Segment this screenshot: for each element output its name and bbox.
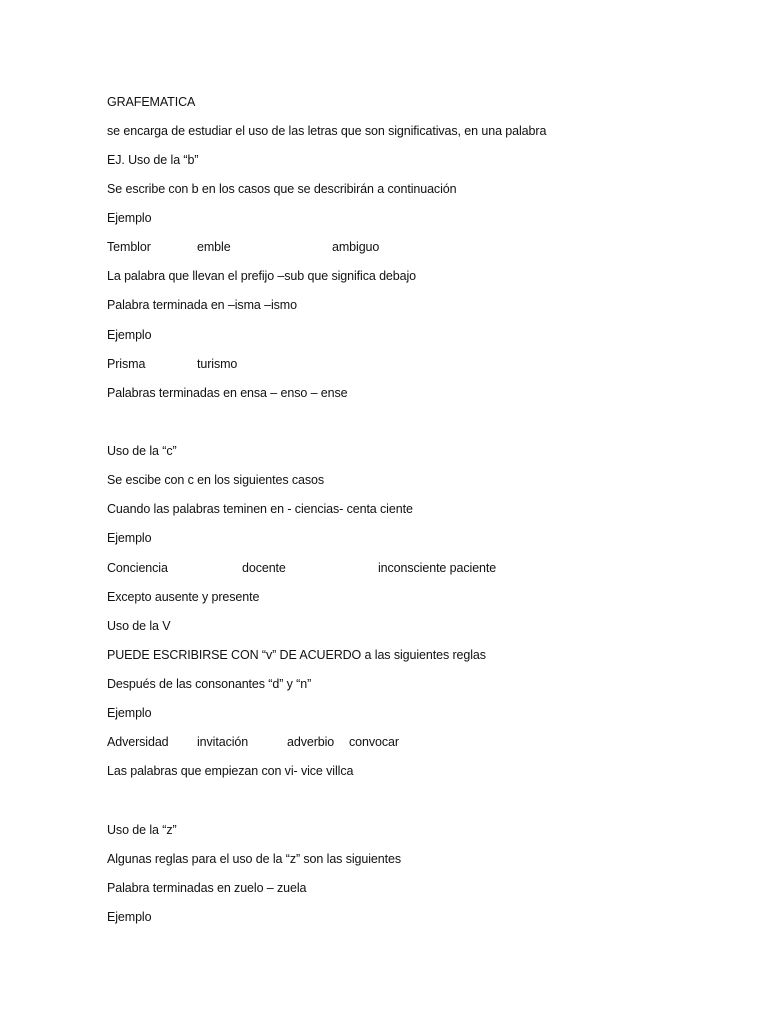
- example-word: convocar: [349, 735, 399, 749]
- v-rule-vi: Las palabras que empiezan con vi- vice villca: [107, 764, 354, 778]
- v-example-label: Ejemplo: [107, 706, 152, 720]
- example-word: Temblor: [107, 240, 151, 254]
- c-example-label: Ejemplo: [107, 531, 152, 545]
- c-exception: Excepto ausente y presente: [107, 590, 260, 604]
- b-rule-isma: Palabra terminada en –isma –ismo: [107, 298, 297, 312]
- example-word: adverbio: [287, 735, 335, 749]
- example-word: ambiguo: [332, 240, 380, 254]
- z-rule: Palabra terminadas en zuelo – zuela: [107, 881, 307, 895]
- b-heading: EJ. Uso de la “b”: [107, 153, 199, 167]
- b-intro: Se escribe con b en los casos que se describirán a continuación: [107, 182, 457, 196]
- document-title: GRAFEMATICA: [107, 95, 196, 109]
- v-heading: Uso de la V: [107, 619, 171, 633]
- example-word: inconsciente paciente: [378, 561, 497, 575]
- b-rule-prefix: La palabra que llevan el prefijo –sub que significa debajo: [107, 269, 417, 283]
- z-example-label: Ejemplo: [107, 910, 152, 924]
- b-example-label-1: Ejemplo: [107, 211, 152, 225]
- example-word: turismo: [197, 357, 238, 371]
- definition-paragraph: se encarga de estudiar el uso de las letras que son significativas, en una palabra: [107, 124, 547, 138]
- example-word: docente: [242, 561, 286, 575]
- example-word: Conciencia: [107, 561, 168, 575]
- v-intro: PUEDE ESCRIBIRSE CON “v” DE ACUERDO a las siguientes reglas: [107, 648, 486, 662]
- b-example-label-2: Ejemplo: [107, 328, 152, 342]
- z-heading: Uso de la “z”: [107, 823, 177, 837]
- example-word: Adversidad: [107, 735, 169, 749]
- c-intro: Se escibe con c en los siguientes casos: [107, 473, 325, 487]
- c-heading: Uso de la “c”: [107, 444, 177, 458]
- example-word: Prisma: [107, 357, 146, 371]
- example-word: invitación: [197, 735, 249, 749]
- v-rule-consonants: Después de las consonantes “d” y “n”: [107, 677, 312, 691]
- z-intro: Algunas reglas para el uso de la “z” son las siguientes: [107, 852, 401, 866]
- c-rule: Cuando las palabras teminen en - ciencias- centa ciente: [107, 502, 413, 516]
- b-rule-ensa: Palabras terminadas en ensa – enso – ense: [107, 386, 348, 400]
- example-word: emble: [197, 240, 231, 254]
